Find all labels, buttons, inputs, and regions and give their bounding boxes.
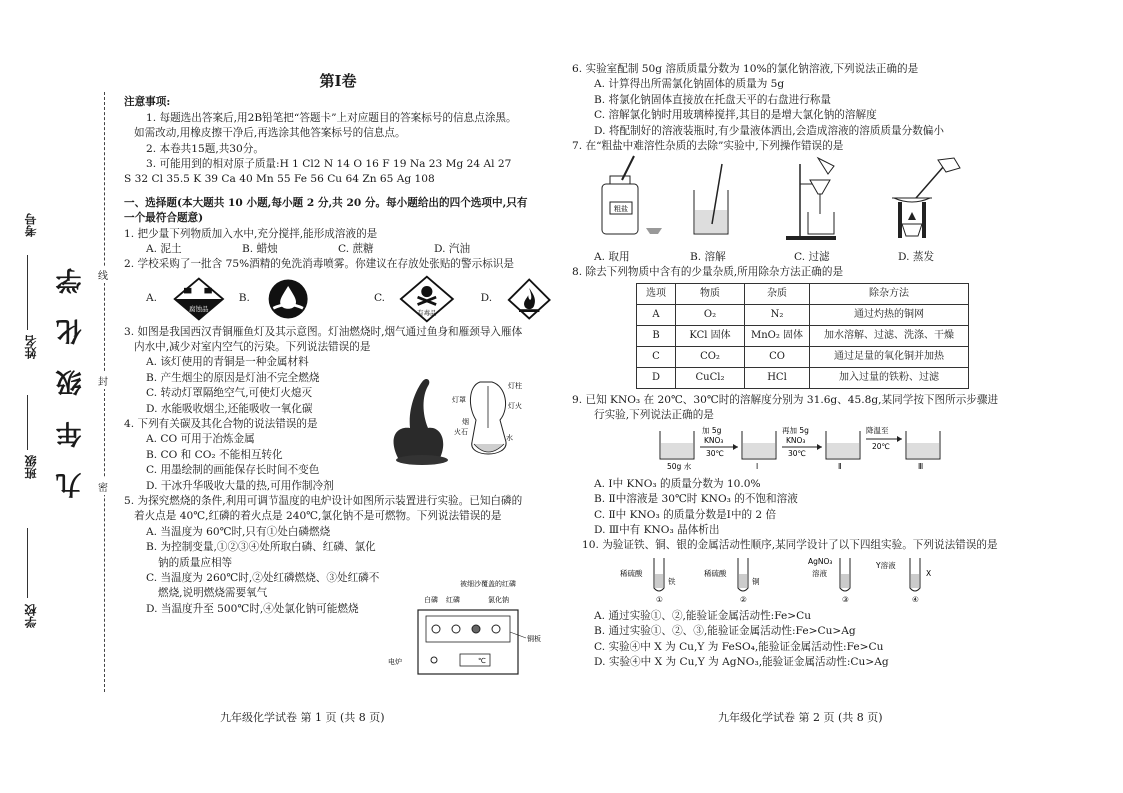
furnace-label-nacl: 氯化钠 [488,596,509,604]
dissolve-icon [694,164,728,234]
q5-option-c-cont: 燃烧,说明燃烧需要氧气 [158,587,268,600]
furnace-label-red-p: 红磷 [446,596,460,604]
table-cell: N₂ [745,304,810,325]
furnace-label-white-p: 白磷 [424,596,438,604]
q5-option-c: C. 当温度为 260℃时,②处红磷燃烧、③处红磷不 [146,571,380,584]
question-6: 6. 实验室配制 50g 溶质质量分数为 10%的氯化钠溶液,下列说法正确的是 [572,63,919,75]
lamp-label-wick: 灯柱 [508,382,522,390]
question-1-options [124,242,552,257]
tube4-metal: X [926,568,932,578]
section-title: 第Ⅰ卷 [319,72,357,90]
q2-option-d: D. [480,292,493,304]
q1-option-a: A. 泥土 [146,242,182,255]
binding-word-feng: 封 [98,372,108,389]
step1-bot: 30℃ [706,449,724,459]
furnace-figure [388,576,548,682]
lamp-label-water: 水 [506,434,513,442]
table-row [637,304,969,325]
name-label: 姓名 [24,335,38,359]
note-1: 1. 每题选出答案后,用2B铅笔把“答题卡”上对应题目的答案标号的信息点涂黑。 [146,111,517,124]
tube3-liquid-a: AgNO₃ [808,556,833,566]
table-cell: 加入过量的铁粉、过滤 [810,367,969,388]
q5-option-b-cont: 钠的质量应相等 [158,556,233,569]
table-cell: HCl [745,367,810,388]
step2-bot: 30℃ [788,449,806,459]
bottle-label: 粗盐 [614,205,628,214]
school-label: 学校 [24,604,38,628]
class-line [27,395,28,450]
q9-option-d: D. Ⅲ中有 KNO₃ 晶体析出 [594,523,720,536]
tube2-number: ② [740,594,747,604]
take-reagent-icon [602,156,662,234]
table-cell: O₂ [676,304,745,325]
q1-option-b: B. 蜡烛 [242,242,278,255]
question-4: 4. 下列有关碳及其化合物的说法错误的是 [124,418,318,431]
question-5-cont: 着火点是 40℃,红磷的着火点是 240℃,氯化钠不是可燃物。下列说法错误的是 [134,510,502,523]
tube2-metal: 铜 [752,576,760,586]
q3-option-a: A. 该灯使用的青铜是一种金属材料 [146,356,309,369]
metal-activity-figure [572,554,972,604]
step1-mid: KNO₃ [704,436,724,446]
class-label: 班级 [24,455,38,479]
beaker-3-label: Ⅲ [918,462,924,472]
q1-option-c: C. 蔗糖 [338,242,374,255]
step2-mid: KNO₃ [786,436,806,446]
table-cell: C [637,346,676,367]
beaker-2-label: Ⅱ [838,462,842,472]
table-cell: A [637,304,676,325]
q10-option-c: C. 实验④中 X 为 Cu,Y 为 FeSO₄,能验证金属活动性:Fe>Cu [594,640,884,653]
lamp-label-fire: 灯火 [508,402,522,410]
table-cell: 加水溶解、过滤、洗涤、干燥 [810,325,969,346]
tube2-liquid: 稀硫酸 [704,568,727,578]
table-cell: 通过灼热的铜网 [810,304,969,325]
q3-option-b: B. 产生烟尘的原因是灯油不完全燃烧 [146,371,320,384]
q4-option-c: C. 用墨绘制的画能保存长时间不变色 [146,464,320,477]
question-9: 9. 已知 KNO₃ 在 20℃、30℃时的溶解度分别为 31.6g、45.8g,某同学按下图所示步骤进 [572,393,999,406]
question-5: 5. 为探究燃烧的条件,利用可调节温度的电炉设计如图所示装置进行实验。已知白磷的 [124,495,523,507]
table-row [637,346,969,367]
q8-header-option: 选项 [637,283,676,304]
step2-top: 再加 5g [782,426,809,436]
question-10: 10. 为验证铁、铜、银的金属活动性顺序,某同学设计了以下四组实验。下列说法错误的是 [582,539,998,552]
furnace-unit: ℃ [478,657,486,665]
right-footer: 九年级化学试卷 第 2 页 (共 8 页) [718,711,883,724]
q10-option-b: B. 通过实验①、②、③,能验证金属活动性:Fe>Cu>Ag [594,625,856,638]
question-7-options [572,250,1112,265]
flammable-sign-icon [506,275,552,323]
note-3-cont: S 32 Cl 35.5 K 39 Ca 40 Mn 55 Fe 56 Cu 64 Zn 65 Ag 108 [124,173,435,186]
bronze-lamp-figure [388,368,528,468]
question-3: 3. 如图是我国西汉青铜雁鱼灯及其示意图。灯油燃烧时,烟气通过鱼身和雁颈导入雁体 [124,325,523,338]
q2-option-a: A. [146,292,158,304]
q7-option-c: C. 过滤 [794,250,830,263]
notes-title: 注意事项: [124,96,171,109]
q6-option-a: A. 计算得出所需氯化钠固体的质量为 5g [594,78,785,91]
q4-option-b: B. CO 和 CO₂ 不能相互转化 [146,448,283,461]
lamp-label-smoke: 烟 [462,418,469,426]
q6-option-c: C. 溶解氯化钠时用玻璃棒搅拌,其目的是增大氯化钠的溶解度 [594,109,877,122]
binding-word-mi: 密 [98,478,108,495]
left-column [124,72,552,617]
tube3-liquid-b: 溶液 [812,568,827,578]
furnace-label-plate: 铜板 [527,635,541,643]
salt-purification-figure [572,154,972,244]
lamp-label-shade: 灯罩 [452,396,466,404]
exam-no-label: 考号 [24,213,38,237]
q6-option-d: D. 将配制好的溶液装瓶时,有少量液体洒出,会造成溶液的溶质质量分数偏小 [594,124,944,137]
table-cell: D [637,367,676,388]
q6-option-b: B. 将氯化钠固体直接放在托盘天平的右盘进行称量 [594,93,831,106]
table-cell: CO₂ [676,346,745,367]
filter-icon [786,158,836,240]
toxic-sign-label: 有毒品 [417,308,437,317]
subject-title: 九 年 级 化 学 [56,260,86,499]
beaker-water-label: 50g 水 [667,462,692,472]
part1-title: 一、选择题(本大题共 10 小题,每小题 2 分,共 20 分。每小题给出的四个选项中,只有 [124,196,528,209]
q8-table-header [637,283,969,304]
tube3-number: ③ [842,594,849,604]
q5-option-b: B. 为控制变量,①②③④处所取白磷、红磷、氯化 [146,541,376,554]
q9-option-c: C. Ⅱ中 KNO₃ 的质量分数是Ⅰ中的 2 倍 [594,508,777,521]
table-cell: MnO₂ 固体 [745,325,810,346]
table-cell: CuCl₂ [676,367,745,388]
q4-option-a: A. CO 可用于冶炼金属 [146,433,255,446]
q3-option-d: D. 水能吸收烟尘,还能吸收一氧化碳 [146,402,313,415]
note-1-cont: 如需改动,用橡皮擦干净后,再选涂其他答案标号的信息点。 [134,127,406,140]
q10-option-d: D. 实验④中 X 为 Cu,Y 为 AgNO₃,能验证金属活动性:Cu>Ag [594,656,889,669]
q7-option-b: B. 溶解 [690,250,726,263]
table-cell: 通过足量的氧化铜并加热 [810,346,969,367]
tube1-liquid: 稀硫酸 [620,568,643,578]
q4-option-d: D. 干冰升华吸收大量的热,可用作制冷剂 [146,479,334,492]
question-9-cont: 行实验,下列说法正确的是 [594,408,714,421]
q5-option-d: D. 当温度升至 500℃时,④处氯化钠可能燃烧 [146,602,359,615]
left-footer: 九年级化学试卷 第 1 页 (共 8 页) [220,711,385,724]
table-cell: B [637,325,676,346]
school-line [27,528,28,598]
q7-option-d: D. 蒸发 [898,250,935,263]
hazard-signs [124,273,552,325]
evaporate-icon [892,158,960,238]
kno3-steps-figure [572,423,972,471]
q5-option-a: A. 当温度为 60℃时,只有①处白磷燃烧 [146,525,331,538]
tube4-liquid: Y溶液 [876,560,896,570]
q2-option-b: B. [238,292,250,304]
step1-top: 加 5g [702,426,722,436]
q9-option-b: B. Ⅱ中溶液是 30℃时 KNO₃ 的不饱和溶液 [594,493,798,506]
table-cell: KCl 固体 [676,325,745,346]
step3-bot: 20℃ [872,442,890,452]
question-2: 2. 学校采购了一批含 75%酒精的免洗消毒喷雾。你建议在存放处张贴的警示标识是 [124,258,514,271]
q9-option-a: A. Ⅰ中 KNO₃ 的质量分数为 10.0% [594,477,761,490]
table-row [637,367,969,388]
water-drop-sign-icon [264,275,312,323]
corrosive-sign-icon [171,275,227,323]
question-3-cont: 内水中,减少对室内空气的污染。下列说法错误的是 [134,341,371,354]
question-7: 7. 在“粗盐中难溶性杂质的去除”实验中,下列操作错误的是 [572,139,844,152]
note-2: 2. 本卷共15题,共30分。 [146,142,264,155]
furnace-label-covered: 被细沙覆盖的红磷 [460,580,516,588]
corrosive-sign-label: 腐蚀品 [189,304,209,313]
q8-header-method: 除杂方法 [810,283,969,304]
tube1-metal: 铁 [668,576,676,586]
note-3: 3. 可能用到的相对原子质量:H 1 Cl2 N 14 O 16 F 19 Na 23 Mg 24 Al 27 [146,157,512,170]
right-column [572,62,1112,671]
q8-table [636,283,969,389]
binding-word-xian: 线 [98,266,108,283]
toxic-sign-icon [399,273,455,325]
tube4-number: ④ [912,594,919,604]
table-cell: CO [745,346,810,367]
name-line [27,255,28,330]
q8-header-substance: 物质 [676,283,745,304]
part1-title-cont: 一个最符合题意) [124,212,204,225]
q10-option-a: A. 通过实验①、②,能验证金属活动性:Fe>Cu [594,610,812,623]
question-8: 8. 除去下列物质中含有的少量杂质,所用除杂方法正确的是 [572,266,844,279]
q8-header-impurity: 杂质 [745,283,810,304]
question-1: 1. 把少量下列物质加入水中,充分搅拌,能形成溶液的是 [124,227,378,240]
q1-option-d: D. 汽油 [434,242,471,255]
table-row [637,325,969,346]
furnace-label-furnace: 电炉 [388,658,402,666]
q3-option-c: C. 转动灯罩隔绝空气,可使灯火熄灭 [146,387,313,400]
beaker-1-label: Ⅰ [756,462,759,472]
q2-option-c: C. [373,292,386,304]
tube1-number: ① [656,594,663,604]
step3-top: 降温至 [866,426,889,436]
q7-option-a: A. 取用 [594,250,630,263]
lamp-label-oil: 火石 [454,428,468,436]
binding-dashed-line [104,92,105,692]
